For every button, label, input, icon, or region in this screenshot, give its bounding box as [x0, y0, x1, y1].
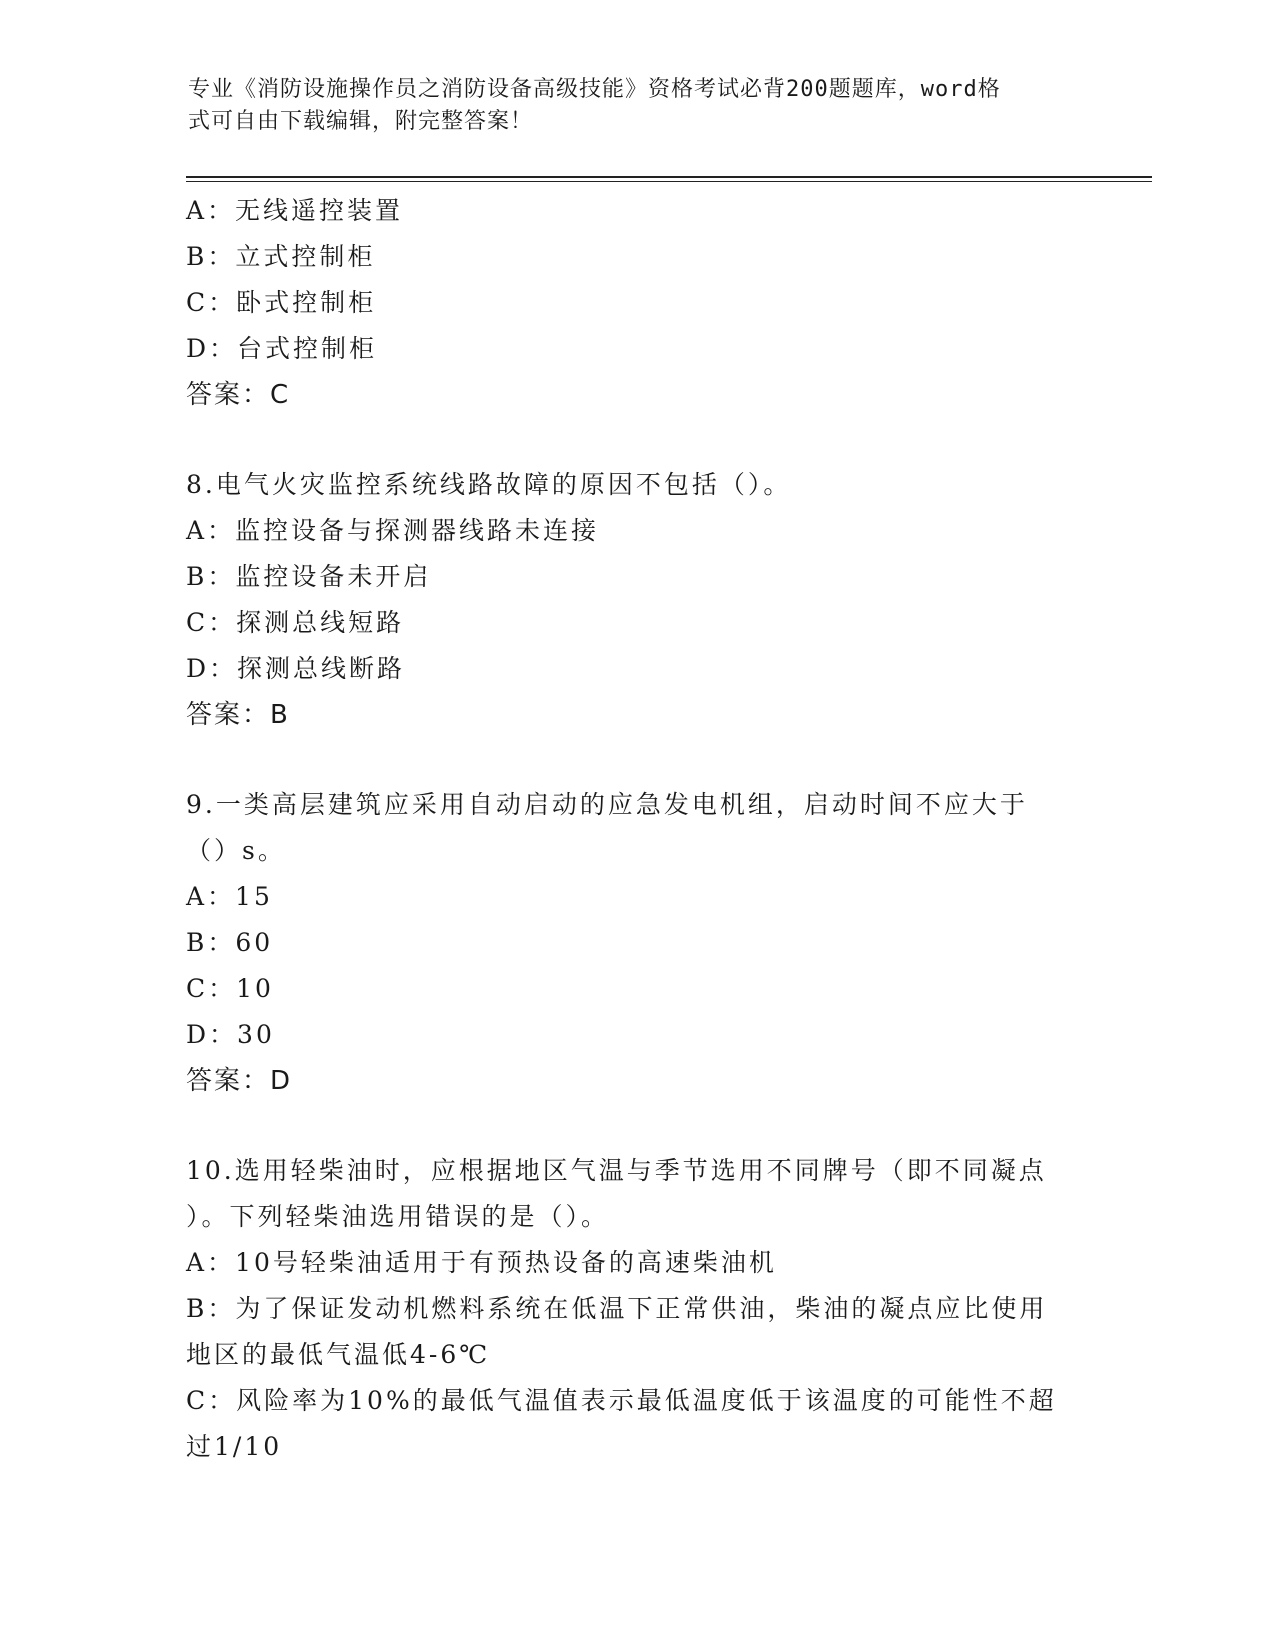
question-stem-line-2: （）s。: [186, 836, 286, 865]
option-c-line-1: C：风险率为10%的最低气温值表示最低温度低于该温度的可能性不超: [186, 1386, 1057, 1415]
answer: 答案：C: [186, 380, 291, 410]
option-c: C：探测总线短路: [186, 608, 405, 637]
option-a: A：监控设备与探测器线路未连接: [186, 516, 600, 545]
option-b-line-1: B：为了保证发动机燃料系统在低温下正常供油，柴油的凝点应比使用: [186, 1294, 1048, 1323]
option-b: B：立式控制柜: [186, 242, 376, 271]
answer: 答案：B: [186, 700, 290, 730]
option-b: B：监控设备未开启: [186, 562, 432, 591]
answer: 答案：D: [186, 1066, 293, 1096]
option-b: B：60: [186, 928, 274, 957]
header-line-1: 专业《消防设施操作员之消防设备高级技能》资格考试必背200题题库，word格: [188, 77, 1001, 102]
option-a: A：无线遥控装置: [186, 196, 404, 225]
option-c: C：10: [186, 974, 274, 1003]
question-stem: 8.电气火灾监控系统线路故障的原因不包括（）。: [186, 470, 792, 499]
question-9: [186, 782, 1086, 1104]
header-divider: [186, 176, 1152, 178]
question-10: [186, 1148, 1086, 1470]
option-c: C：卧式控制柜: [186, 288, 377, 317]
question-8: [186, 462, 1086, 738]
option-d: D：30: [186, 1020, 275, 1049]
question-7: [186, 188, 1086, 418]
document-header: [188, 74, 1068, 138]
header-line-2: 式可自由下载编辑，附完整答案！: [188, 109, 534, 134]
question-stem-line-1: 9.一类高层建筑应采用自动启动的应急发电机组，启动时间不应大于: [186, 790, 1028, 819]
question-stem-line-2: ）。下列轻柴油选用错误的是（）。: [186, 1202, 610, 1231]
question-stem-line-1: 10.选用轻柴油时，应根据地区气温与季节选用不同牌号（即不同凝点: [186, 1156, 1047, 1185]
option-d: D：探测总线断路: [186, 654, 406, 683]
header-divider-thin: [186, 181, 1152, 182]
option-b-line-2: 地区的最低气温低4-6℃: [186, 1340, 491, 1369]
option-a: A：10号轻柴油适用于有预热设备的高速柴油机: [186, 1248, 777, 1277]
question-list: [186, 188, 1086, 1470]
option-c-line-2: 过1/10: [186, 1432, 283, 1461]
option-d: D：台式控制柜: [186, 334, 378, 363]
option-a: A：15: [186, 882, 273, 911]
